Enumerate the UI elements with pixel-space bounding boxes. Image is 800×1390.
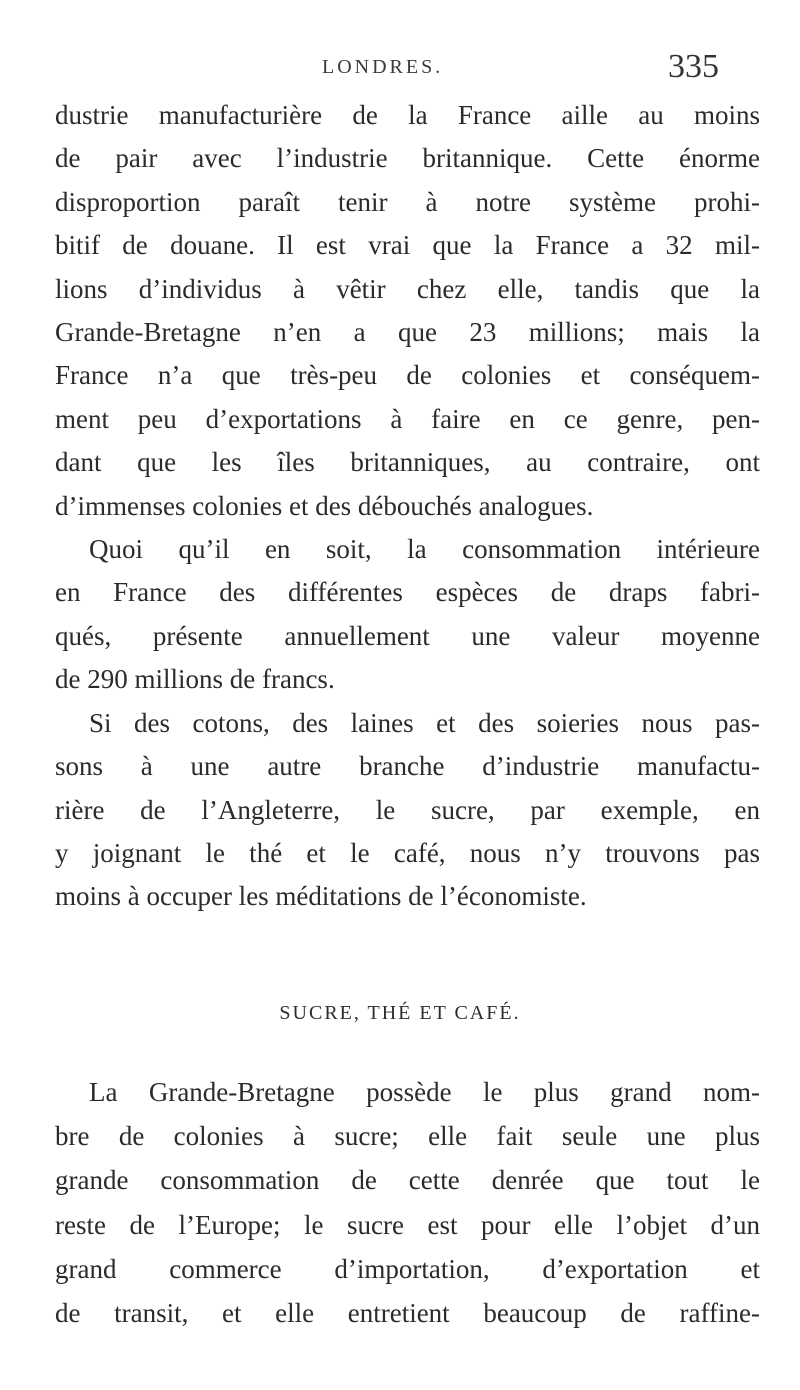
text-line: Grande-Bretagne n’en a que 23 millions; mais la [55,317,760,348]
text-line: dant que les îles britanniques, au contraire, ont [55,447,760,478]
text-line: sons à une autre branche d’industrie manufactu- [55,751,760,782]
text-line: ment peu d’exportations à faire en ce genre, pen- [55,403,760,434]
text-line: d’immenses colonies et des débouchés analogues. [55,490,594,521]
running-head: LONDRES. [322,56,444,78]
section-text [55,1070,760,1335]
text-line: Si des cotons, des laines et des soieries nous pas- [89,707,760,738]
text-line: de pair avec l’industrie britannique. Cette énorme [55,143,760,174]
text-line: grand commerce d’importation, d’exportation et [55,1253,760,1284]
text-line: qués, présente annuellement une valeur moyenne [55,620,760,651]
page-header [0,48,800,88]
text-line: grande consommation de cette denrée que tout le [55,1165,760,1196]
text-line: La Grande-Bretagne possède le plus grand nom- [89,1077,760,1107]
text-line: disproportion paraît tenir à notre système prohi- [55,186,760,217]
page-number: 335 [668,48,719,85]
text-line: bre de colonies à sucre; elle fait seule une plus [55,1121,760,1152]
text-line: dustrie manufacturière de la France aille au moins [55,100,760,130]
text-line: France n’a que très-peu de colonies et conséquem- [55,360,760,391]
text-line: moins à occuper les méditations de l’économiste. [55,881,587,912]
main-text [55,94,760,919]
text-line: de transit, et elle entretient beaucoup de raffine- [55,1298,760,1329]
text-line: de 290 millions de francs. [55,664,335,695]
text-line: reste de l’Europe; le sucre est pour elle l’objet d’un [55,1209,760,1240]
text-line: lions d’individus à vêtir chez elle, tandis que la [55,273,760,304]
text-line: bitif de douane. Il est vrai que la France a 32 mil- [55,230,760,261]
text-line: y joignant le thé et le café, nous n’y trouvons pas [55,837,760,868]
text-line: rière de l’Angleterre, le sucre, par exemple, en [55,794,760,825]
text-line: en France des différentes espèces de draps fabri- [55,577,760,608]
text-line: Quoi qu’il en soit, la consommation intérieure [89,534,760,565]
section-heading: SUCRE, THÉ ET CAFÉ. [279,1002,521,1024]
